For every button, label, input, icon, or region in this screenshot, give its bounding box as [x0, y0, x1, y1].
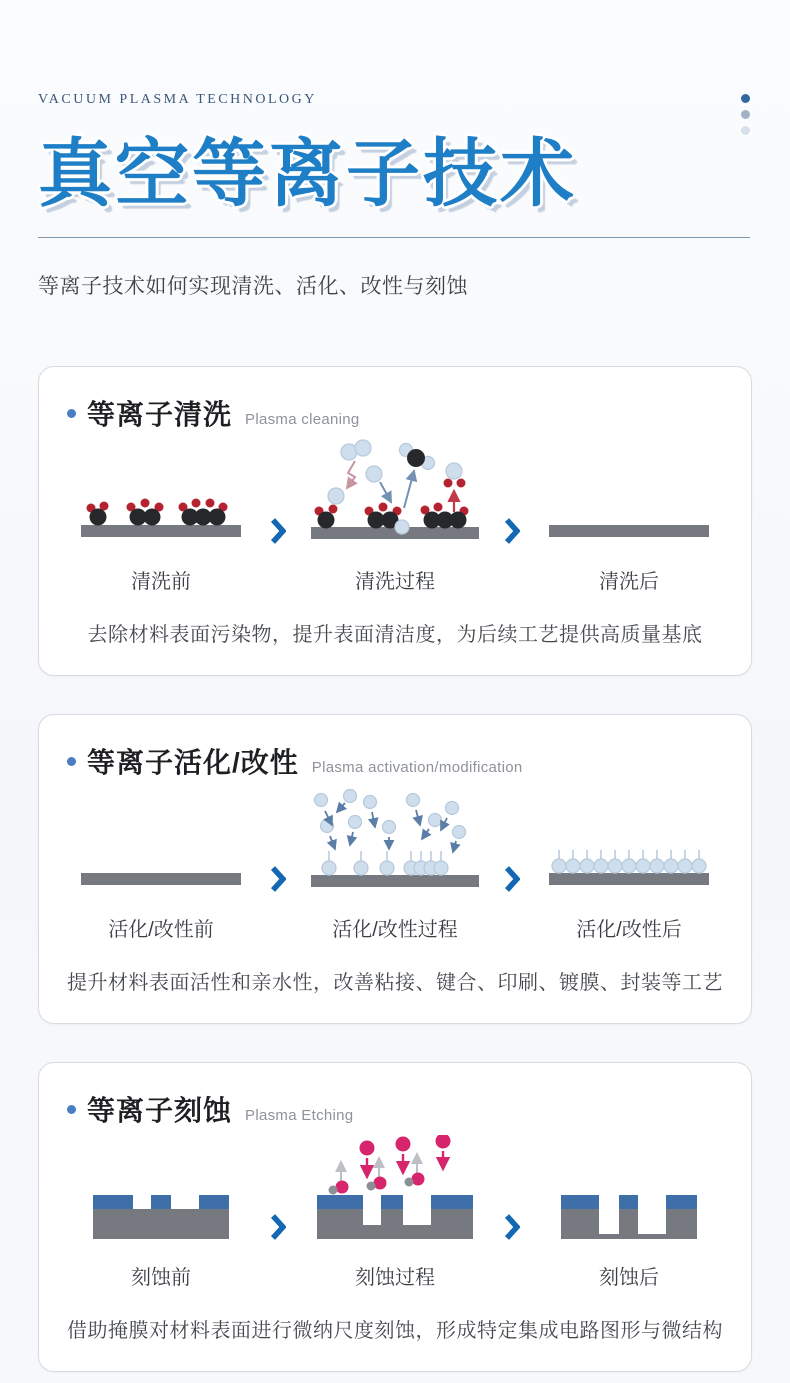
stage-before-activation [67, 787, 255, 942]
header [38, 0, 752, 300]
stage-label: 活化/改性前 [108, 919, 214, 942]
card-title-en: Plasma activation/modification [311, 759, 523, 777]
bullet-icon [67, 1105, 76, 1114]
stage-after-activation [535, 787, 723, 942]
card-head [67, 741, 723, 781]
card-title: 等离子清洗 [87, 399, 233, 431]
chevron-right-icon [270, 517, 286, 550]
eyebrow-text: VACUUM PLASMA TECHNOLOGY [38, 92, 317, 107]
dot-mid-icon [741, 110, 750, 119]
stage-label: 清洗过程 [355, 571, 435, 594]
card-head [67, 1089, 723, 1129]
bullet-icon [67, 757, 76, 766]
diagram-etching-process-icon [305, 1135, 485, 1245]
card-plasma-etching [38, 1062, 752, 1372]
header-divider [38, 237, 750, 238]
card-title: 等离子刻蚀 [87, 1095, 233, 1127]
stage-label: 活化/改性后 [576, 919, 682, 942]
card-plasma-activation [38, 714, 752, 1024]
chevron-right-icon [270, 865, 286, 898]
stage-label: 刻蚀前 [131, 1267, 191, 1290]
bullet-icon [67, 409, 76, 418]
chevron-right-icon [504, 1213, 520, 1246]
card-title: 等离子活化/改性 [87, 747, 299, 779]
stage-label: 清洗前 [131, 571, 191, 594]
card-head [67, 393, 723, 433]
decor-dots [741, 94, 750, 135]
stage-etching-process [301, 1135, 489, 1290]
diagram-activated-surface-icon [539, 787, 719, 897]
diagram-clean-surface-icon [539, 439, 719, 549]
dot-light-icon [741, 126, 750, 135]
stage-before-etching [67, 1135, 255, 1290]
diagram-dirty-surface-icon [71, 439, 251, 549]
stage-label: 清洗后 [599, 571, 659, 594]
diagram-plain-surface-icon [71, 787, 251, 897]
chevron-right-icon [270, 1213, 286, 1246]
stage-after-cleaning [535, 439, 723, 594]
page-subtitle: 等离子技术如何实现清洗、活化、改性与刻蚀 [38, 275, 468, 299]
card-title-en: Plasma Etching [245, 1107, 354, 1125]
diagram-row [67, 1135, 723, 1290]
card-description: 去除材料表面污染物，提升表面清洁度，为后续工艺提供高质量基底 [87, 624, 703, 647]
diagram-cleaning-process-icon [305, 439, 485, 549]
card-title-en: Plasma cleaning [245, 411, 360, 429]
diagram-activation-process-icon [305, 787, 485, 897]
stage-label: 刻蚀过程 [355, 1267, 435, 1290]
stage-before-cleaning [67, 439, 255, 594]
diagram-row [67, 787, 723, 942]
page-title: 真空等离子技术 [38, 131, 577, 217]
stage-cleaning-process [301, 439, 489, 594]
card-description: 借助掩膜对材料表面进行微纳尺度刻蚀，形成特定集成电路图形与微结构 [67, 1320, 723, 1343]
card-description: 提升材料表面活性和亲水性，改善粘接、键合、印刷、镀膜、封装等工艺 [67, 972, 723, 995]
diagram-etched-structure-icon [539, 1135, 719, 1245]
chevron-right-icon [504, 865, 520, 898]
chevron-right-icon [504, 517, 520, 550]
stage-activation-process [301, 787, 489, 942]
card-plasma-cleaning [38, 366, 752, 676]
diagram-masked-substrate-icon [71, 1135, 251, 1245]
stage-after-etching [535, 1135, 723, 1290]
diagram-row [67, 439, 723, 594]
stage-label: 刻蚀后 [599, 1267, 659, 1290]
stage-label: 活化/改性过程 [332, 919, 458, 942]
dot-dark-icon [741, 94, 750, 103]
